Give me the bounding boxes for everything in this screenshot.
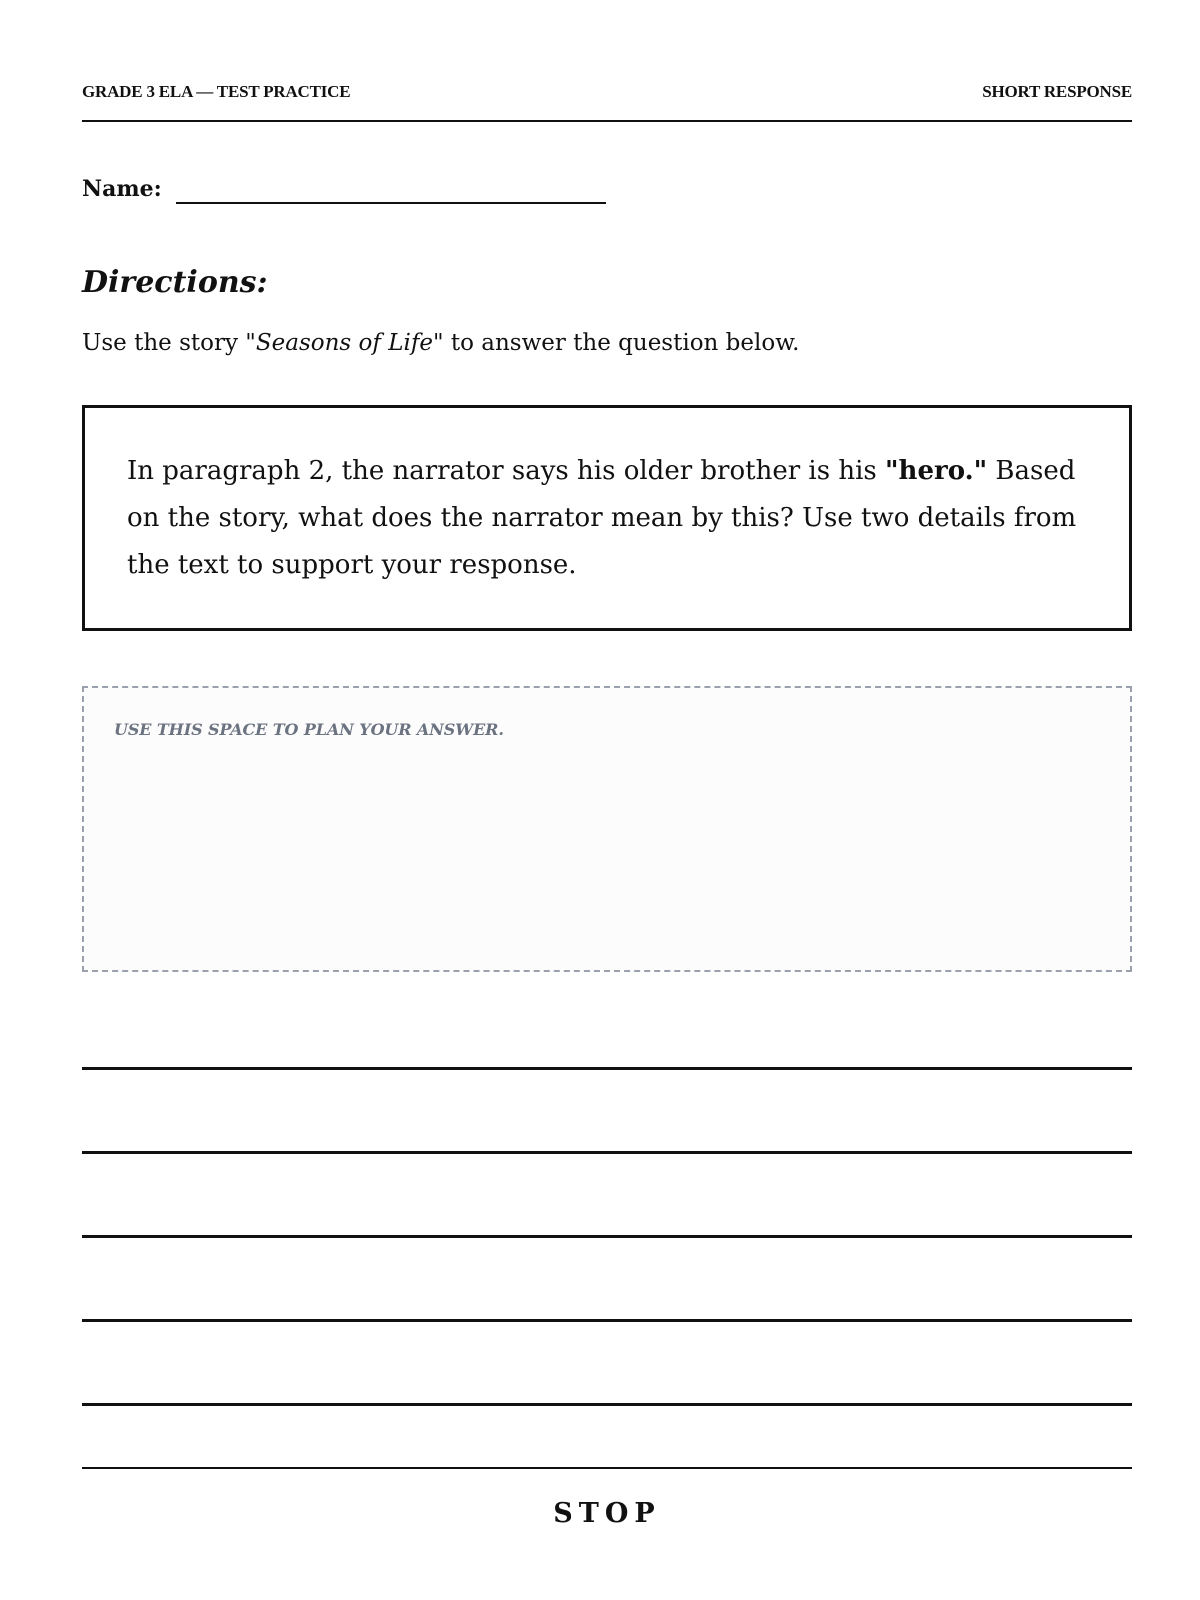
answer-line-2[interactable] (82, 1151, 1132, 1154)
story-title: "Seasons of Life" (245, 330, 444, 356)
answer-line-5[interactable] (82, 1403, 1132, 1406)
header-grade-label: GRADE 3 ELA — TEST PRACTICE (82, 82, 351, 101)
page-header (82, 80, 1132, 122)
directions-text (82, 330, 799, 356)
planning-box-label: USE THIS SPACE TO PLAN YOUR ANSWER. (114, 720, 504, 739)
answer-line-1[interactable] (82, 1067, 1132, 1070)
directions-text-after: to answer the question below. (443, 330, 800, 356)
name-label: Name: (82, 176, 162, 202)
answer-line-3[interactable] (82, 1235, 1132, 1238)
question-text-part2: Based on the story, what does the narrator mean by this? Use two details from the text to support your response. (127, 456, 1077, 580)
question-emphasis: "hero." (885, 456, 988, 486)
worksheet-page (82, 0, 1132, 1600)
planning-box[interactable] (82, 686, 1132, 972)
name-row (82, 176, 606, 210)
name-write-line[interactable] (176, 176, 606, 204)
directions-title: Directions: (82, 265, 268, 300)
directions-text-before: Use the story (82, 330, 246, 356)
question-text-part1: In paragraph 2, the narrator says his older brother is his (127, 456, 885, 486)
question-box (82, 405, 1132, 631)
answer-line-4[interactable] (82, 1319, 1132, 1322)
footer-divider (82, 1467, 1132, 1469)
stop-label: STOP (553, 1498, 661, 1529)
header-section-label: SHORT RESPONSE (982, 82, 1132, 101)
